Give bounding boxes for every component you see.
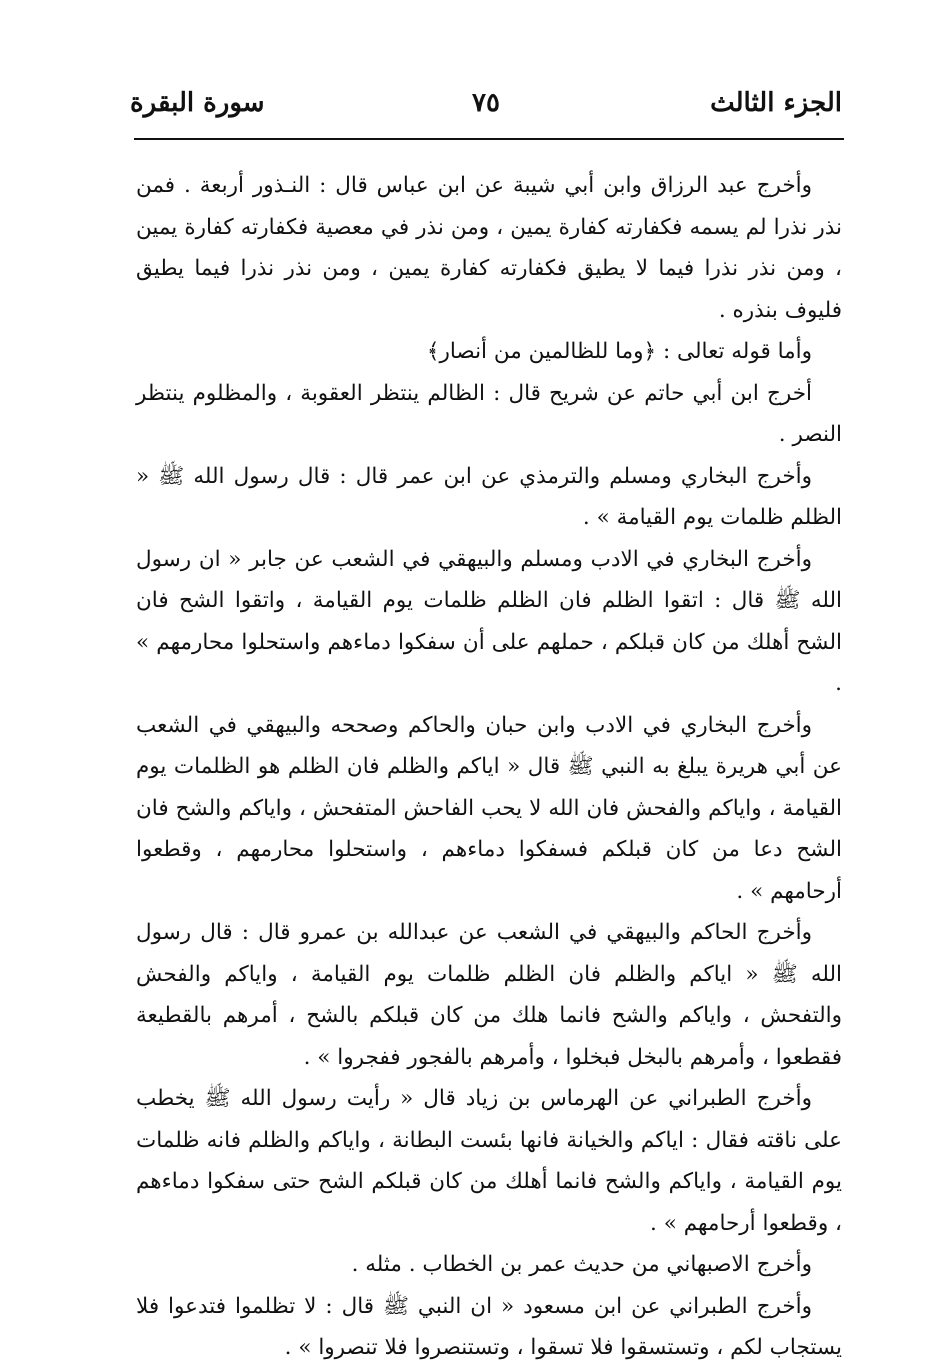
paragraph: وأخرج البخاري ومسلم والترمذي عن ابن عمر قال : قال رسول الله ﷺ « الظلم ظلمات يوم القيامة » . (136, 463, 842, 530)
paragraph: وأخرج البخاري في الادب ومسلم والبيهقي في الشعب عن جابر « ان رسول الله ﷺ قال : اتقوا الظلم فان الظلم ظلمات يوم القيامة ، واتقوا الشح فان الشح أهلك من كان قبلكم ، حملهم على أن سفكوا دماءهم واستحلوا محارمهم » . (136, 546, 842, 696)
paragraph: وأخرج البخاري في الادب وابن حبان والحاكم وصححه والبيهقي في الشعب عن أبي هريرة يبلغ به النبي ﷺ قال « اياكم والظلم فان الظلم هو الظلمات يوم القيامة ، واياكم والفحش فان الله لا يحب الفاحش المتفحش ، واياكم والشح فان الشح دعا من كان قبلكم فسفكوا دماءهم ، واستحلوا محارمهم ، وقطعوا أرحامهم » . (136, 712, 842, 904)
paragraph: وأخرج الطبراني عن الهرماس بن زياد قال « رأيت رسول الله ﷺ يخطب على ناقته فقال : اياكم والخيانة فانها بئست البطانة ، واياكم والظلم فانه ظلمات يوم القيامة ، واياكم والشح فانما أهلك من كان قبلكم الشح حتى سفكوا دماءهم ، وقطعوا أرحامهم » . (136, 1086, 842, 1236)
page-number: ٧٥ (472, 88, 500, 118)
paragraph: وأخرج عبد الرزاق وابن أبي شيبة عن ابن عباس قال : النـذور أربعة . فمن نذر نذرا لم يسمه فكفارته كفارة يمين ، ومن نذر في معصية فكفارته كفارة يمين ، ومن نذر نذرا فيما لا يطيق فكفارته كفارة يمين ، ومن نذر نذرا فيما يطيق فليوف بنذره . (136, 173, 842, 323)
paragraph: وأخرج الاصبهاني من حديث عمر بن الخطاب . مثله . (351, 1252, 812, 1277)
paragraph: وأما قوله تعالى : ﴿وما للظالمين من أنصار﴾ (426, 339, 812, 364)
page-header (130, 88, 842, 128)
part-title: الجزء الثالث (710, 88, 842, 118)
paragraph: وأخرج الحاكم والبيهقي في الشعب عن عبدالله بن عمرو قال : قال رسول الله ﷺ « اياكم والظلم فان الظلم ظلمات يوم القيامة ، واياكم والفحش والتفحش ، واياكم والشح فانما هلك من كان قبلكم بالشح ، أمرهم بالقطيعة فقطعوا ، وأمرهم بالبخل فبخلوا ، وأمرهم بالفجور ففجروا » . (136, 920, 842, 1070)
paragraph: أخرج ابن أبي حاتم عن شريح قال : الظالم ينتظر العقوبة ، والمظلوم ينتظر النصر . (136, 380, 842, 447)
page-body (136, 165, 842, 1369)
header-divider (134, 138, 844, 140)
surah-title: سورة البقرة (130, 88, 265, 118)
paragraph: وأخرج الطبراني عن ابن مسعود « ان النبي ﷺ قال : لا تظلموا فتدعوا فلا يستجاب لكم ، وتستسقوا فلا تسقوا ، وتستنصروا فلا تنصروا » . (136, 1293, 842, 1360)
